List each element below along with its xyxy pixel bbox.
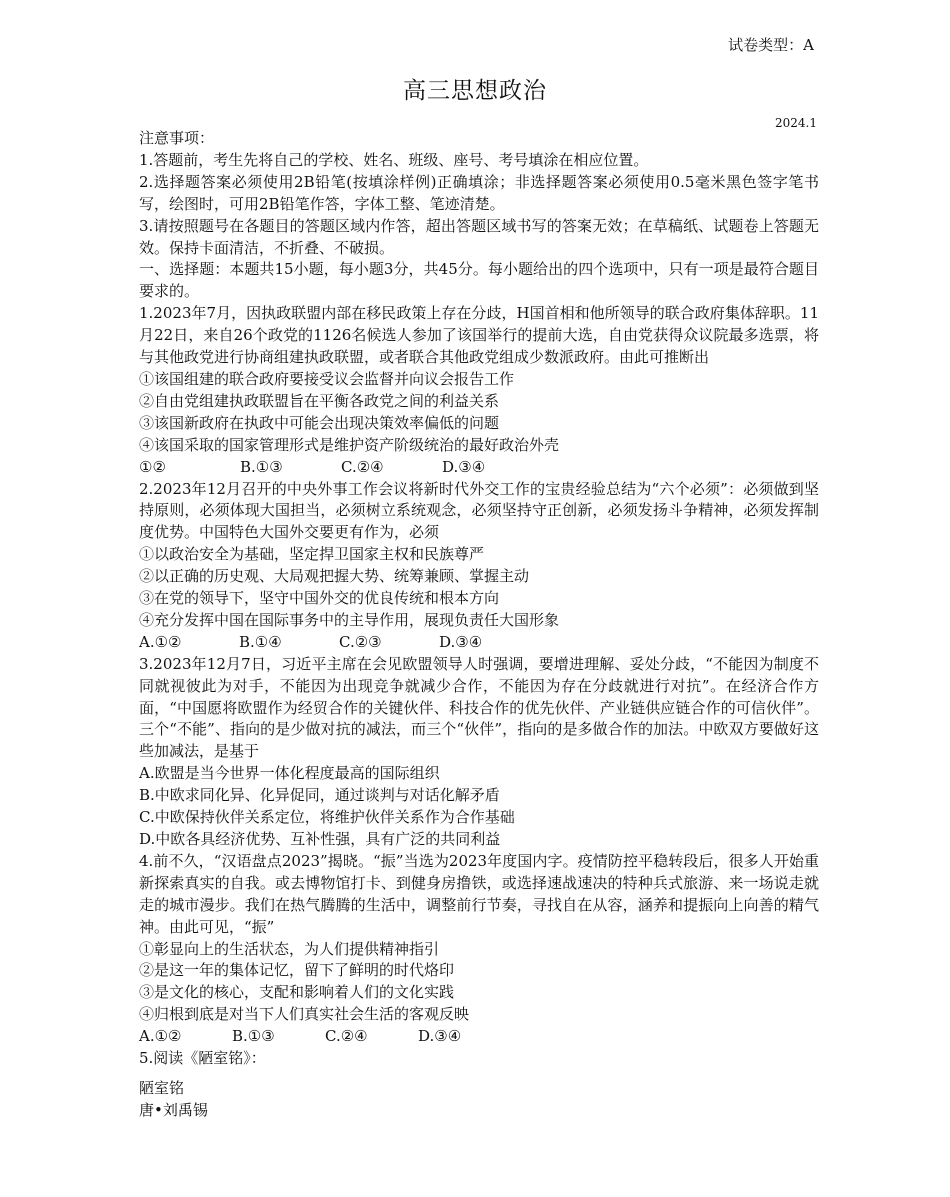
option-a: A.①② bbox=[139, 1027, 182, 1046]
notice-item: 3.请按照题号在各题目的答题区域内作答，超出答题区域书写的答案无效；在草稿纸、试题卷上答题无效。保持卡面清洁，不折叠、不破损。 bbox=[139, 216, 819, 257]
question-1-item: ②自由党组建执政联盟旨在平衡各政党之间的利益关系 bbox=[139, 391, 500, 410]
question-2-item: ④充分发挥中国在国际事务中的主导作用，展现负责任大国形象 bbox=[139, 610, 560, 629]
option-a: ①② bbox=[139, 457, 166, 476]
question-5-stem: 5.阅读《陋室铭》： bbox=[139, 1049, 266, 1068]
question-1-item: ③该国新政府在执政中可能会出现决策效率偏低的问题 bbox=[139, 413, 500, 432]
option-c: C.②④ bbox=[325, 1027, 368, 1046]
section-heading: 一、选择题：本题共15小题，每小题3分，共45分。每小题给出的四个选项中，只有一项是最符合题目要求的。 bbox=[139, 260, 819, 301]
poem-author: 唐•刘禹锡 bbox=[139, 1100, 208, 1119]
option-b: B.①④ bbox=[239, 632, 282, 651]
question-4-stem: 4.前不久，“汉语盘点2023”揭晓。“振”当选为2023年度国内字。疫情防控平稳转段后，很多人开始重新探索真实的自我。或去博物馆打卡、到健身房撸铁，或选择速战速决的特种兵式旅游、来一场说走就走的城市漫步。我们在热气腾腾的生活中，调整前行节奏，寻找自在从容，涵养和提振向上向善的精气神。由此可见，“振” bbox=[139, 851, 819, 936]
option-b: B.①③ bbox=[232, 1027, 275, 1046]
question-3-option-a: A.欧盟是当今世界一体化程度最高的国际组织 bbox=[139, 764, 440, 783]
question-1-item: ①该国组建的联合政府要接受议会监督并向议会报告工作 bbox=[139, 369, 515, 388]
option-c: C.②③ bbox=[339, 632, 382, 651]
paper-type-label: 试卷类型：A bbox=[728, 36, 814, 54]
question-4-options bbox=[139, 1026, 819, 1048]
question-1-options bbox=[139, 457, 819, 479]
option-c: C.②④ bbox=[341, 457, 384, 476]
exam-date: 2024.1 bbox=[775, 116, 817, 130]
question-2-options bbox=[139, 632, 819, 654]
question-3-option-c: C.中欧保持伙伴关系定位，将维护伙伴关系作为合作基础 bbox=[139, 808, 515, 827]
question-4-item: ③是文化的核心，支配和影响着人们的文化实践 bbox=[139, 983, 455, 1002]
question-2-item: ②以正确的历史观、大局观把握大势、统筹兼顾、掌握主动 bbox=[139, 567, 530, 586]
question-1-item: ④该国采取的国家管理形式是维护资产阶级统治的最好政治外壳 bbox=[139, 435, 560, 454]
question-4-item: ②是这一年的集体记忆，留下了鲜明的时代烙印 bbox=[139, 961, 455, 980]
question-1-stem: 1.2023年7月，因执政联盟内部在移民政策上存在分歧，H国首相和他所领导的联合政府集体辞职。11月22日，来自26个政党的1126名候选人参加了该国举行的提前大选，自由党获得众议院最多选票，将与其他政党进行协商组建执政联盟，或者联合其他政党组成少数派政府。由此可推断出 bbox=[139, 304, 819, 367]
option-a: A.①② bbox=[139, 632, 182, 651]
question-4-item: ④归根到底是对当下人们真实社会生活的客观反映 bbox=[139, 1005, 470, 1024]
question-2-stem: 2.2023年12月召开的中央外事工作会议将新时代外交工作的宝贵经验总结为“六个必须”：必须做到坚持原则，必须体现大国担当，必须树立系统观念，必须坚持守正创新，必须发扬斗争精神，必须发挥制度优势。中国特色大国外交要更有作为，必须 bbox=[139, 479, 819, 542]
question-4-item: ①彰显向上的生活状态，为人们提供精神指引 bbox=[139, 939, 440, 958]
exam-content bbox=[139, 128, 819, 1122]
question-2-item: ①以政治安全为基础，坚定捍卫国家主权和民族尊严 bbox=[139, 545, 485, 564]
page-title: 高三思想政治 bbox=[403, 78, 547, 104]
option-d: D.③④ bbox=[439, 632, 483, 651]
question-3-option-d: D.中欧各具经济优势、互补性强，具有广泛的共同利益 bbox=[139, 830, 501, 848]
question-3-stem: 3.2023年12月7日，习近平主席在会见欧盟领导人时强调，要增进理解、妥处分歧，“不能因为制度不同就视彼此为对手，不能因为出现竞争就减少合作，不能因为存在分歧就进行对抗”。在经济合作方面，“中国愿将欧盟作为经贸合作的关键伙伴、科技合作的优先伙伴、产业链供应链合作的可信伙伴”。三个“不能”、指向的是少做对抗的减法，而三个“伙伴”，指向的是多做合作的加法。中欧双方要做好这些加减法，是基于 bbox=[139, 654, 819, 761]
option-d: D.③④ bbox=[442, 457, 486, 476]
option-d: D.③④ bbox=[418, 1027, 462, 1046]
notice-item: 2.选择题答案必须使用2B铅笔(按填涂样例)正确填涂；非选择题答案必须使用0.5毫米黑色签字笔书写，绘图时，可用2B铅笔作答，字体工整、笔迹清楚。 bbox=[139, 172, 819, 213]
poem-title: 陋室铭 bbox=[139, 1078, 185, 1097]
notice-heading: 注意事项： bbox=[139, 129, 215, 147]
question-2-item: ③在党的领导下，坚守中国外交的优良传统和根本方向 bbox=[139, 589, 500, 608]
option-b: B.①③ bbox=[240, 457, 283, 476]
question-3-option-b: B.中欧求同化异、化异促同，通过谈判与对话化解矛盾 bbox=[139, 786, 500, 805]
notice-item: 1.答题前，考生先将自己的学校、姓名、班级、座号、考号填涂在相应位置。 bbox=[139, 150, 649, 169]
